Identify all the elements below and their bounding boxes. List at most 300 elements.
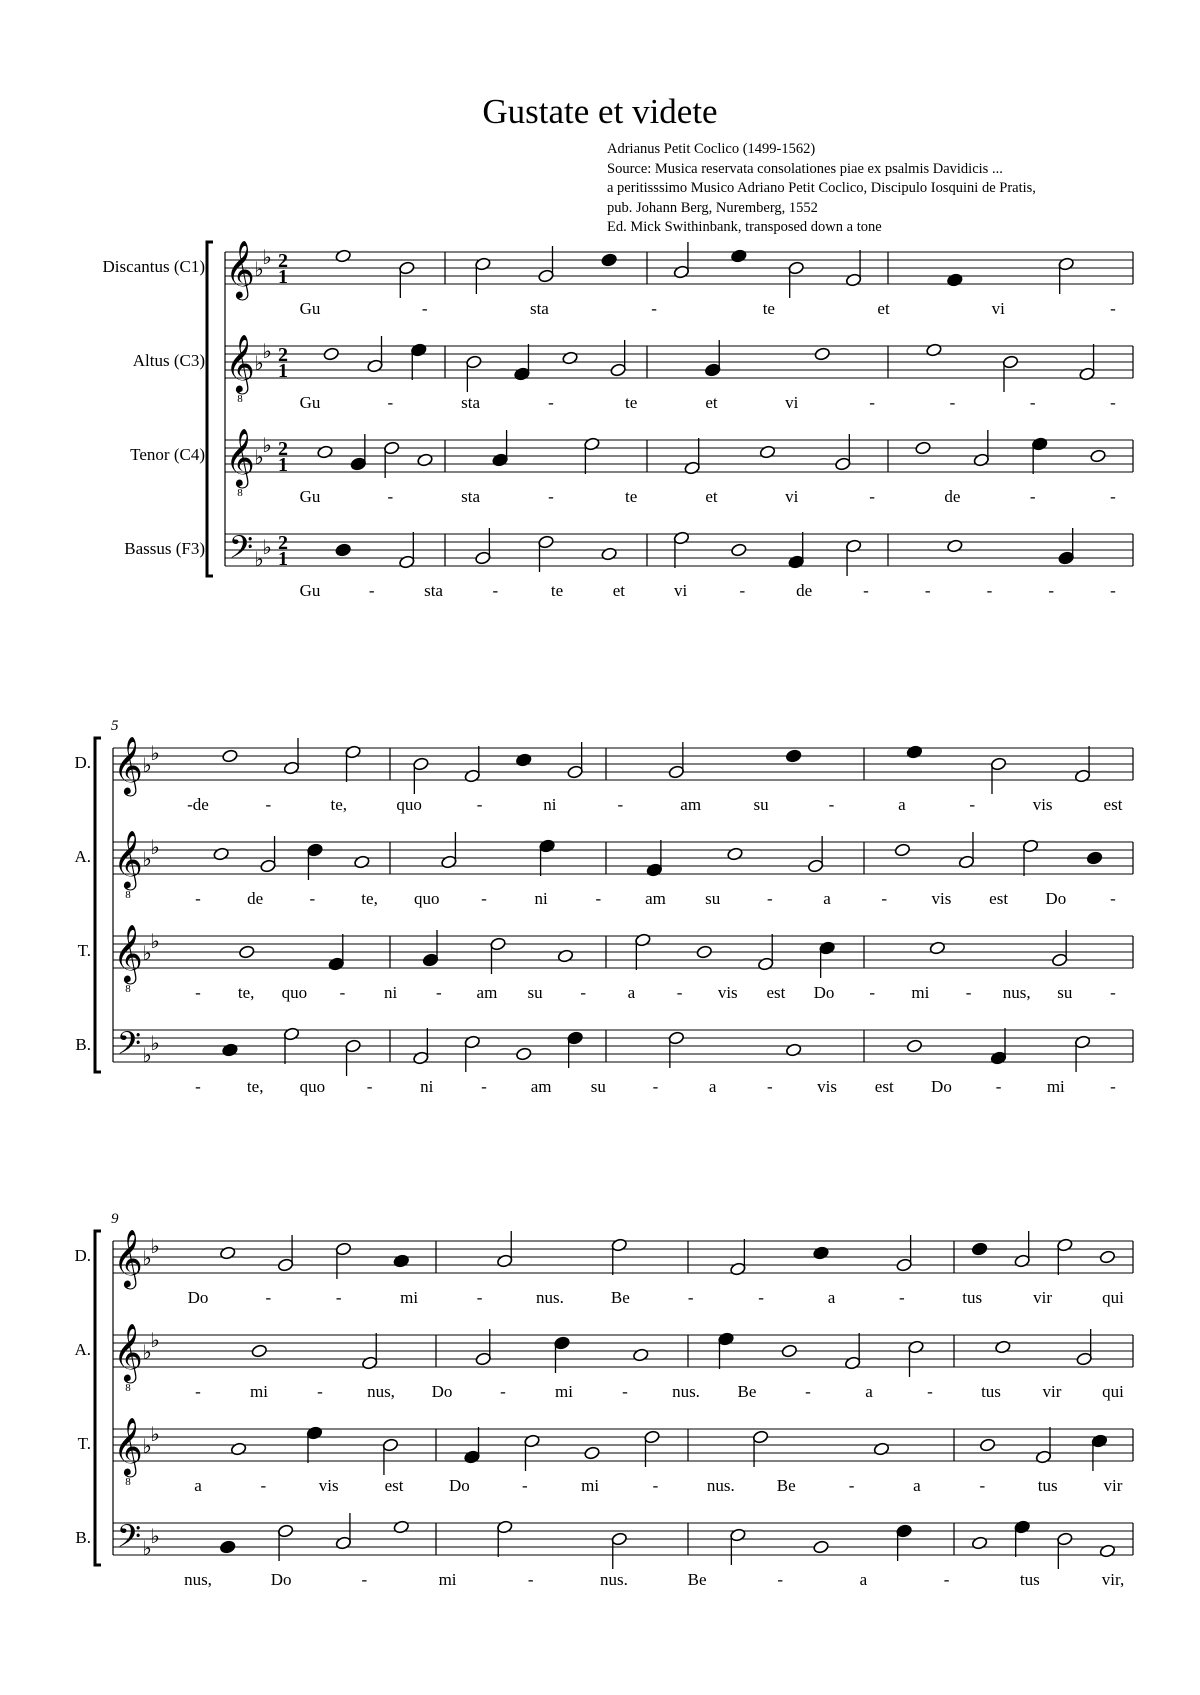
lyric-syllable: - — [387, 393, 394, 412]
lyric-syllable: a — [823, 889, 831, 908]
lyric-syllable: vis — [717, 983, 738, 1002]
part-label: D. — [74, 1246, 91, 1265]
part-label: Tenor (C4) — [130, 445, 205, 464]
lyric-syllable: - — [869, 487, 875, 506]
note-head — [417, 453, 434, 467]
note-head — [759, 445, 776, 459]
lyric-syllable: te, — [237, 983, 255, 1002]
lyric-syllable: est — [384, 1476, 404, 1495]
measure-number: 5 — [111, 718, 119, 734]
lyric-syllable: Be — [687, 1570, 707, 1589]
lyric-syllable: et — [705, 393, 718, 412]
lyric-syllable: - — [848, 1476, 855, 1495]
note-head — [1079, 367, 1096, 381]
octave-mark: 8 — [237, 393, 243, 405]
note-head — [844, 1356, 861, 1370]
lyric-syllable: Be — [776, 1476, 796, 1495]
treble-clef-icon: 𝄞 — [225, 335, 255, 391]
note-head — [947, 273, 964, 287]
note-head — [277, 1258, 294, 1272]
note-head — [213, 847, 230, 861]
lyric-syllable: - — [1048, 581, 1055, 600]
note-head — [873, 1442, 890, 1456]
treble-clef-icon: 𝄞 — [113, 1324, 143, 1380]
note-head — [668, 1031, 685, 1045]
note-head — [219, 1246, 236, 1260]
note-head — [382, 1438, 399, 1452]
lyric-syllable: - — [481, 889, 487, 908]
note-head — [1074, 769, 1091, 783]
lyric-syllable: - — [435, 983, 442, 1002]
note-head — [781, 1344, 798, 1358]
lyric-syllable: - — [1029, 393, 1036, 412]
time-sig-upper: 2 — [278, 344, 288, 366]
lyric-syllable: nus. — [672, 1382, 700, 1401]
note-head — [335, 543, 352, 557]
lyric-syllable: - — [265, 795, 272, 814]
lyric-syllable: et — [705, 487, 718, 506]
lyric-syllable: - — [366, 1077, 373, 1096]
system-bracket — [207, 242, 213, 576]
note-head — [947, 539, 964, 553]
octave-mark: 8 — [125, 1382, 131, 1394]
system-bracket — [95, 738, 101, 1072]
credit-source-cont: a peritisssimo Musico Adriano Petit Coclico, Discipulo Iosquini de Pratis, — [607, 180, 1036, 196]
note-head — [584, 1446, 601, 1460]
lyric-syllable: - — [361, 1570, 368, 1589]
lyric-syllable: quo — [414, 889, 440, 908]
lyric-syllable: qui — [1102, 1382, 1124, 1401]
flat-icon: ♭ — [142, 1045, 152, 1067]
flat-icon: ♭ — [150, 1526, 160, 1548]
lyric-syllable: - — [869, 983, 876, 1002]
part-label: B. — [75, 1035, 91, 1054]
note-head — [990, 757, 1007, 771]
lyric-syllable: te, — [246, 1077, 264, 1096]
note-head — [1090, 449, 1107, 463]
part-label: B. — [75, 1528, 91, 1547]
lyric-syllable: vis — [318, 1476, 339, 1495]
flat-icon: ♭ — [254, 353, 264, 375]
lyric-syllable: mi — [555, 1382, 573, 1401]
flat-icon: ♭ — [142, 943, 152, 965]
note-head — [345, 745, 362, 759]
note-head — [979, 1438, 996, 1452]
note-head — [539, 839, 556, 853]
lyric-syllable: nus, — [184, 1570, 212, 1589]
flat-icon: ♭ — [254, 447, 264, 469]
lyric-syllable: - — [1110, 1077, 1116, 1096]
lyric-syllable: -de — [187, 795, 209, 814]
lyric-syllable: vi — [673, 581, 688, 600]
flat-icon: ♭ — [142, 1248, 152, 1270]
lyric-syllable: - — [580, 983, 587, 1002]
lyric-syllable: te, — [330, 795, 348, 814]
lyric-syllable: tus — [1037, 1476, 1058, 1495]
note-head — [554, 1336, 571, 1350]
note-head — [673, 265, 690, 279]
flat-icon: ♭ — [150, 1033, 160, 1055]
lyric-syllable: Gu — [299, 393, 321, 412]
bass-clef-icon: 𝄢 — [116, 1027, 142, 1069]
note-head — [845, 539, 862, 553]
note-head — [354, 855, 371, 869]
lyric-syllable: - — [652, 1476, 659, 1495]
note-head — [896, 1524, 913, 1538]
lyric-syllable: - — [1029, 487, 1036, 506]
note-head — [731, 543, 748, 557]
lyric-syllable: est — [1103, 795, 1123, 814]
credit-editor: Ed. Mick Swithinbank, transposed down a tone — [607, 219, 882, 235]
note-head — [464, 1035, 481, 1049]
lyric-syllable: Do — [270, 1570, 292, 1589]
lyric-syllable: - — [652, 1077, 659, 1096]
treble-clef-icon: 𝄞 — [113, 831, 143, 887]
score-title: Gustate et videte — [482, 92, 718, 131]
lyric-syllable: Do — [187, 1288, 209, 1307]
note-head — [413, 757, 430, 771]
lyric-syllable: Do — [813, 983, 835, 1002]
note-head — [718, 1332, 735, 1346]
note-head — [260, 859, 277, 873]
part-label: Altus (C3) — [132, 351, 205, 370]
lyric-syllable: a — [627, 983, 636, 1002]
lyric-syllable: est — [766, 983, 786, 1002]
note-head — [971, 1242, 988, 1256]
note-head — [894, 843, 911, 857]
lyric-syllable: Gu — [299, 299, 321, 318]
lyric-syllable: Be — [610, 1288, 630, 1307]
note-head — [345, 1039, 362, 1053]
lyric-syllable: su — [753, 795, 769, 814]
lyric-syllable: vir — [1042, 1382, 1062, 1401]
lyric-syllable: nus. — [706, 1476, 735, 1495]
note-head — [222, 1043, 239, 1057]
time-sig-lower: 1 — [278, 360, 288, 382]
note-head — [422, 953, 439, 967]
system-bracket — [95, 1231, 101, 1565]
note-head — [704, 363, 721, 377]
lyric-syllable: - — [995, 1077, 1002, 1096]
note-head — [1022, 839, 1039, 853]
lyric-syllable: - — [548, 487, 554, 506]
note-head — [819, 941, 836, 955]
lyric-syllable: - — [476, 1288, 483, 1307]
lyric-syllable: de — [796, 581, 813, 600]
lyric-syllable: Gu — [299, 487, 321, 506]
note-head — [785, 1043, 802, 1057]
lyric-syllable: mi — [400, 1288, 419, 1307]
flat-icon: ♭ — [150, 743, 160, 765]
note-head — [1099, 1250, 1116, 1264]
note-head — [807, 859, 824, 873]
note-head — [896, 1258, 913, 1272]
note-head — [399, 261, 416, 275]
note-head — [1086, 851, 1103, 865]
treble-clef-icon: 𝄞 — [113, 1418, 143, 1474]
note-head — [727, 847, 744, 861]
note-head — [1014, 1254, 1031, 1268]
lyric-syllable: - — [527, 1570, 534, 1589]
lyric-syllable: sta — [461, 393, 481, 412]
note-head — [971, 1536, 988, 1550]
note-head — [601, 253, 618, 267]
note-head — [788, 555, 805, 569]
lyric-syllable: nus, — [1002, 983, 1031, 1002]
time-sig-lower: 1 — [278, 454, 288, 476]
lyric-syllable: - — [949, 393, 956, 412]
note-head — [785, 749, 802, 763]
lyric-syllable: sta — [529, 299, 549, 318]
treble-clef-icon: 𝄞 — [113, 1230, 143, 1286]
flat-icon: ♭ — [150, 1236, 160, 1258]
lyric-syllable: vir — [1033, 1288, 1053, 1307]
note-head — [361, 1356, 378, 1370]
lyric-syllable: quo — [299, 1077, 326, 1096]
time-sig-upper: 2 — [278, 438, 288, 460]
note-head — [219, 1540, 236, 1554]
note-head — [814, 347, 831, 361]
treble-clef-icon: 𝄞 — [225, 429, 255, 485]
note-head — [413, 1051, 430, 1065]
flat-icon: ♭ — [150, 1424, 160, 1446]
lyric-syllable: su — [527, 983, 543, 1002]
note-head — [1002, 355, 1019, 369]
lyric-syllable: vir — [1103, 1476, 1123, 1495]
flat-icon: ♭ — [254, 259, 264, 281]
note-head — [464, 1450, 481, 1464]
note-head — [673, 531, 690, 545]
flat-icon: ♭ — [150, 837, 160, 859]
lyric-syllable: - — [481, 1077, 487, 1096]
lyric-syllable: su — [1057, 983, 1073, 1002]
note-head — [393, 1254, 410, 1268]
note-head — [306, 1426, 323, 1440]
flat-icon: ♭ — [262, 341, 272, 363]
treble-clef-icon: 𝄞 — [225, 241, 255, 297]
lyric-syllable: - — [1110, 889, 1116, 908]
note-head — [1057, 1532, 1074, 1546]
note-head — [610, 363, 627, 377]
lyric-syllable: - — [969, 795, 976, 814]
note-head — [1091, 1434, 1108, 1448]
note-head — [317, 445, 334, 459]
lyric-syllable: - — [777, 1570, 784, 1589]
lyric-syllable: a — [913, 1476, 921, 1495]
note-head — [538, 535, 555, 549]
lyric-syllable: te, — [361, 889, 378, 908]
part-label: A. — [74, 1340, 91, 1359]
note-head — [1051, 953, 1068, 967]
note-head — [757, 957, 774, 971]
lyric-syllable: Do — [1045, 889, 1067, 908]
lyric-syllable: est — [989, 889, 1009, 908]
lyric-syllable: quo — [281, 983, 308, 1002]
note-head — [684, 461, 701, 475]
note-head — [1057, 1238, 1074, 1252]
note-head — [752, 1430, 769, 1444]
lyric-syllable: am — [476, 983, 498, 1002]
credit-source: Source: Musica reservata consolationes piae ex psalmis Davidicis ... — [607, 160, 1003, 177]
treble-clef-icon: 𝄞 — [113, 925, 143, 981]
flat-icon: ♭ — [142, 755, 152, 777]
note-head — [926, 343, 943, 357]
lyric-syllable: vi — [785, 393, 799, 412]
note-head — [908, 1340, 925, 1354]
lyric-syllable: - — [387, 487, 394, 506]
lyric-syllable: sta — [461, 487, 481, 506]
lyric-syllable: - — [1110, 983, 1116, 1002]
note-head — [492, 453, 509, 467]
lyric-syllable: - — [195, 1382, 201, 1401]
lyric-syllable: ni — [534, 889, 548, 908]
note-head — [730, 1262, 747, 1276]
credit-composer: Adrianus Petit Coclico (1499-1562) — [607, 141, 816, 157]
lyric-syllable: - — [758, 1288, 764, 1307]
lyric-syllable: - — [265, 1288, 272, 1307]
note-head — [584, 437, 601, 451]
time-sig-upper: 2 — [278, 532, 288, 554]
note-head — [335, 1536, 352, 1550]
lyric-syllable: - — [979, 1476, 986, 1495]
note-head — [335, 249, 352, 263]
note-head — [668, 765, 685, 779]
flat-icon: ♭ — [262, 247, 272, 269]
note-head — [611, 1532, 628, 1546]
note-head — [646, 863, 663, 877]
lyric-syllable: nus. — [599, 1570, 628, 1589]
note-head — [230, 1442, 247, 1456]
note-head — [1031, 437, 1048, 451]
lyric-syllable: - — [260, 1476, 267, 1495]
lyric-syllable: - — [368, 581, 375, 600]
lyric-syllable: - — [1110, 487, 1116, 506]
note-head — [644, 1430, 661, 1444]
note-head — [410, 343, 427, 357]
lyric-syllable: mi — [250, 1382, 268, 1401]
note-head — [635, 933, 652, 947]
lyric-syllable: - — [1110, 393, 1116, 412]
lyric-syllable: mi — [438, 1570, 457, 1589]
lyric-syllable: - — [500, 1382, 506, 1401]
lyric-syllable: nus, — [367, 1382, 395, 1401]
lyric-syllable: - — [317, 1382, 323, 1401]
lyric-syllable: Do — [431, 1382, 453, 1401]
note-head — [496, 1520, 513, 1534]
note-head — [367, 359, 384, 373]
lyric-syllable: te — [550, 581, 564, 600]
note-head — [393, 1520, 410, 1534]
flat-icon: ♭ — [262, 537, 272, 559]
octave-mark: 8 — [125, 889, 131, 901]
lyric-syllable: - — [309, 889, 316, 908]
lyric-syllable: - — [924, 581, 931, 600]
lyric-syllable: am — [680, 795, 702, 814]
note-head — [567, 1031, 584, 1045]
note-head — [335, 1242, 352, 1256]
bass-clef-icon: 𝄢 — [228, 531, 254, 573]
lyric-syllable: te — [625, 393, 638, 412]
lyric-syllable: - — [622, 1382, 628, 1401]
note-head — [601, 547, 618, 561]
lyric-syllable: ni — [543, 795, 557, 814]
note-head — [399, 555, 416, 569]
lyric-syllable: a — [194, 1476, 202, 1495]
lyric-syllable: mi — [911, 983, 930, 1002]
note-head — [524, 1434, 541, 1448]
lyric-syllable: - — [548, 393, 554, 412]
treble-clef-icon: 𝄞 — [113, 737, 143, 793]
lyric-syllable: - — [927, 1382, 933, 1401]
note-head — [238, 945, 255, 959]
flat-icon: ♭ — [142, 1436, 152, 1458]
part-label: A. — [74, 847, 91, 866]
note-head — [906, 745, 923, 759]
flat-icon: ♭ — [142, 1538, 152, 1560]
lyric-syllable: - — [805, 1382, 811, 1401]
lyric-syllable: - — [687, 1288, 694, 1307]
note-head — [475, 257, 492, 271]
lyric-syllable: tus — [1019, 1570, 1040, 1589]
lyric-syllable: - — [195, 983, 201, 1002]
lyric-syllable: su — [705, 889, 721, 908]
lyric-syllable: - — [869, 393, 875, 412]
note-head — [906, 1039, 923, 1053]
lyric-syllable: - — [595, 889, 602, 908]
flat-icon: ♭ — [254, 549, 264, 571]
lyric-syllable: - — [1110, 299, 1116, 318]
note-head — [567, 765, 584, 779]
note-head — [475, 551, 492, 565]
note-head — [730, 1528, 747, 1542]
note-head — [915, 441, 932, 455]
lyric-syllable: a — [898, 795, 906, 814]
note-head — [514, 367, 531, 381]
lyric-syllable: sta — [424, 581, 443, 600]
lyric-syllable: - — [421, 299, 428, 318]
lyric-syllable: - — [739, 581, 746, 600]
note-head — [1076, 1352, 1093, 1366]
lyric-syllable: su — [590, 1077, 606, 1096]
lyric-syllable: de — [247, 889, 264, 908]
lyric-syllable: - — [195, 889, 201, 908]
note-head — [611, 1238, 628, 1252]
note-head — [632, 1348, 649, 1362]
lyric-syllable: - — [828, 795, 835, 814]
flat-icon: ♭ — [150, 1330, 160, 1352]
octave-mark: 8 — [125, 1476, 131, 1488]
part-label: Bassus (F3) — [124, 539, 205, 558]
lyric-syllable: - — [767, 1077, 773, 1096]
lyric-syllable: de — [944, 487, 961, 506]
flat-icon: ♭ — [142, 1342, 152, 1364]
note-head — [466, 355, 483, 369]
measure-number: 9 — [111, 1211, 119, 1227]
note-head — [222, 749, 239, 763]
lyric-syllable: vis — [817, 1077, 837, 1096]
lyric-syllable: - — [1110, 581, 1116, 600]
flat-icon: ♭ — [150, 931, 160, 953]
lyric-syllable: am — [530, 1077, 552, 1096]
lyric-syllable: ni — [384, 983, 398, 1002]
lyric-syllable: - — [492, 581, 499, 600]
lyric-syllable: vis — [931, 889, 952, 908]
lyric-syllable: te — [762, 299, 775, 318]
lyric-syllable: a — [859, 1570, 868, 1589]
note-head — [995, 1340, 1012, 1354]
note-head — [731, 249, 748, 263]
lyric-syllable: Gu — [299, 581, 321, 600]
